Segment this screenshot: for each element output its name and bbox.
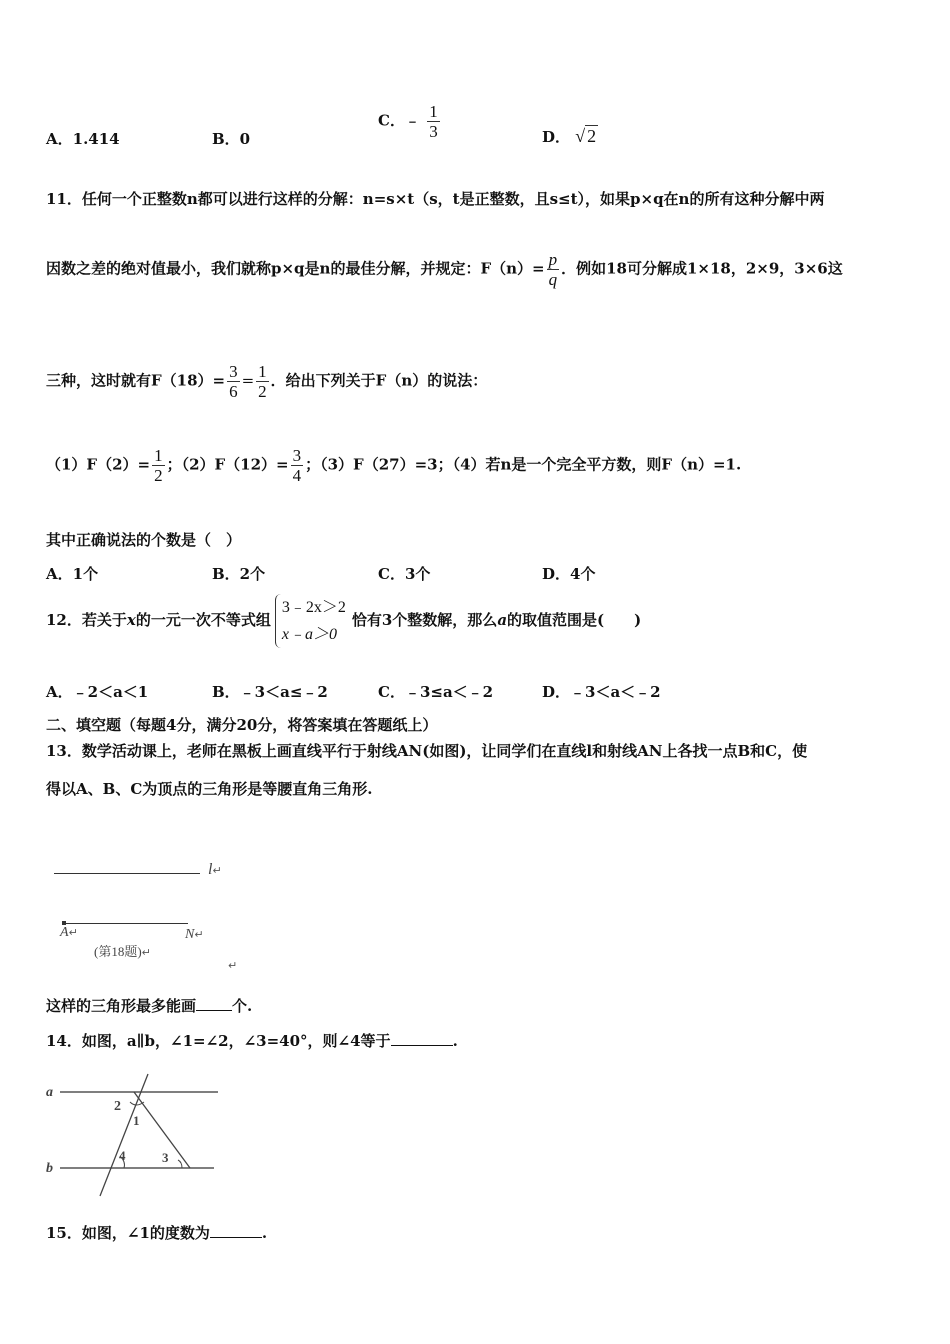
- q15-answer-blank: [210, 1225, 262, 1238]
- q11-fraction-1-2: $\frac{1}{2}$: [258, 362, 267, 401]
- q11-fraction-3-6: $\frac{3}{6}$: [229, 362, 238, 401]
- q11-option-b: B．2个: [212, 565, 266, 583]
- q11-line1: 11．任何一个正整数n都可以进行这样的分解：n=s×t（s，t是正整数，且s≤t），如果p×q在n的所有这种分解中两: [46, 190, 825, 208]
- q14-text: 14．如图，a∥b，∠1=∠2，∠3=40°，则∠4等于 .: [46, 1032, 458, 1050]
- q10-option-d: [542, 126, 598, 147]
- q10-option-a: A．1.414: [46, 130, 120, 148]
- q11-option-a: A．1个: [46, 565, 99, 583]
- q11-statements: （1）F（2）= $\frac{1}{2}$ ；（2）F（12）= $\frac{3}{4}$ ；（3）F（27）=3；（4）若n是一个完全平方数，则F（n）=1.: [46, 446, 742, 485]
- q14-figure: [44, 1072, 224, 1202]
- q15-text: 15．如图，∠1的度数为 .: [46, 1224, 268, 1242]
- q11-s1-fraction: $\frac{1}{2}$: [154, 446, 163, 485]
- line-l: [54, 873, 200, 874]
- q13-line2: 得以A、B、C为顶点的三角形是等腰直角三角形.: [46, 780, 373, 798]
- q11-question: 其中正确说法的个数是（ ）: [46, 531, 242, 549]
- return-mark: ↵: [228, 959, 238, 972]
- label-a: A↵: [60, 925, 78, 940]
- label-1: 1: [133, 1113, 140, 1128]
- q12-text: 12．若关于x的一元一次不等式组 3﹣2x＞2 x﹣a＞0 恰有3个整数解，那么a的取值范围是( ): [46, 594, 641, 648]
- figure-caption: (第18题)↵: [94, 944, 151, 959]
- label-n: N↵: [185, 927, 204, 942]
- ray-an: [64, 923, 188, 924]
- q13-figure: [50, 855, 250, 975]
- label-4: 4: [119, 1148, 126, 1163]
- q10-option-c: [378, 102, 442, 141]
- q11-option-c: C．3个: [378, 565, 431, 583]
- label-3: 3: [162, 1150, 169, 1165]
- label-2: 2: [114, 1099, 121, 1114]
- q12-option-b: B．﹣3＜a≤﹣2: [212, 683, 328, 701]
- label-l: l↵: [208, 861, 222, 878]
- q11-line3: 三种，这时就有F（18）= $\frac{3}{6}$ = $\frac{1}{2}$ ．给出下列关于F（n）的说法：: [46, 362, 488, 401]
- label-a: a: [46, 1085, 53, 1100]
- q11-fraction-pq: $\frac{p}{q}$: [548, 250, 558, 289]
- q11-s2-fraction: $\frac{3}{4}$: [292, 446, 302, 485]
- q13-answer-blank: [196, 998, 232, 1011]
- q14-answer-blank: [391, 1033, 453, 1046]
- label-b: b: [46, 1161, 53, 1176]
- sqrt-symbol: √ 2: [575, 126, 597, 146]
- q10-option-c-sign: ﹣: [404, 111, 420, 130]
- q12-option-a: A．﹣2＜a＜1: [46, 683, 149, 701]
- section-title: 二、填空题（每题4分，满分20分，将答案填在答题纸上）: [46, 716, 438, 734]
- q10-option-b: B．0: [212, 130, 251, 148]
- q10-option-d-label: D．: [542, 128, 571, 146]
- q12-option-c: C．﹣3≤a＜﹣2: [378, 683, 494, 701]
- q10-option-c-fraction: $\frac{1}{3}$: [429, 102, 438, 141]
- q12-inequality-system: 3﹣2x＞2 x﹣a＞0: [275, 594, 346, 648]
- q11-option-d: D．4个: [542, 565, 596, 583]
- q10-option-c-label: C．: [378, 111, 405, 130]
- q13-line1: 13．数学活动课上，老师在黑板上画直线平行于射线AN(如图)，让同学们在直线l和射线AN上各找一点B和C，使: [46, 742, 808, 760]
- q13-line3: 这样的三角形最多能画 个.: [46, 997, 253, 1015]
- q12-option-d: D．﹣3＜a＜﹣2: [542, 683, 661, 701]
- angle-3-arc: [178, 1160, 182, 1168]
- q11-line2: 因数之差的绝对值最小，我们就称p×q是n的最佳分解，并规定：F（n）= $\frac{p}{q}$ ．例如18可分解成1×18，2×9，3×6这: [46, 250, 843, 289]
